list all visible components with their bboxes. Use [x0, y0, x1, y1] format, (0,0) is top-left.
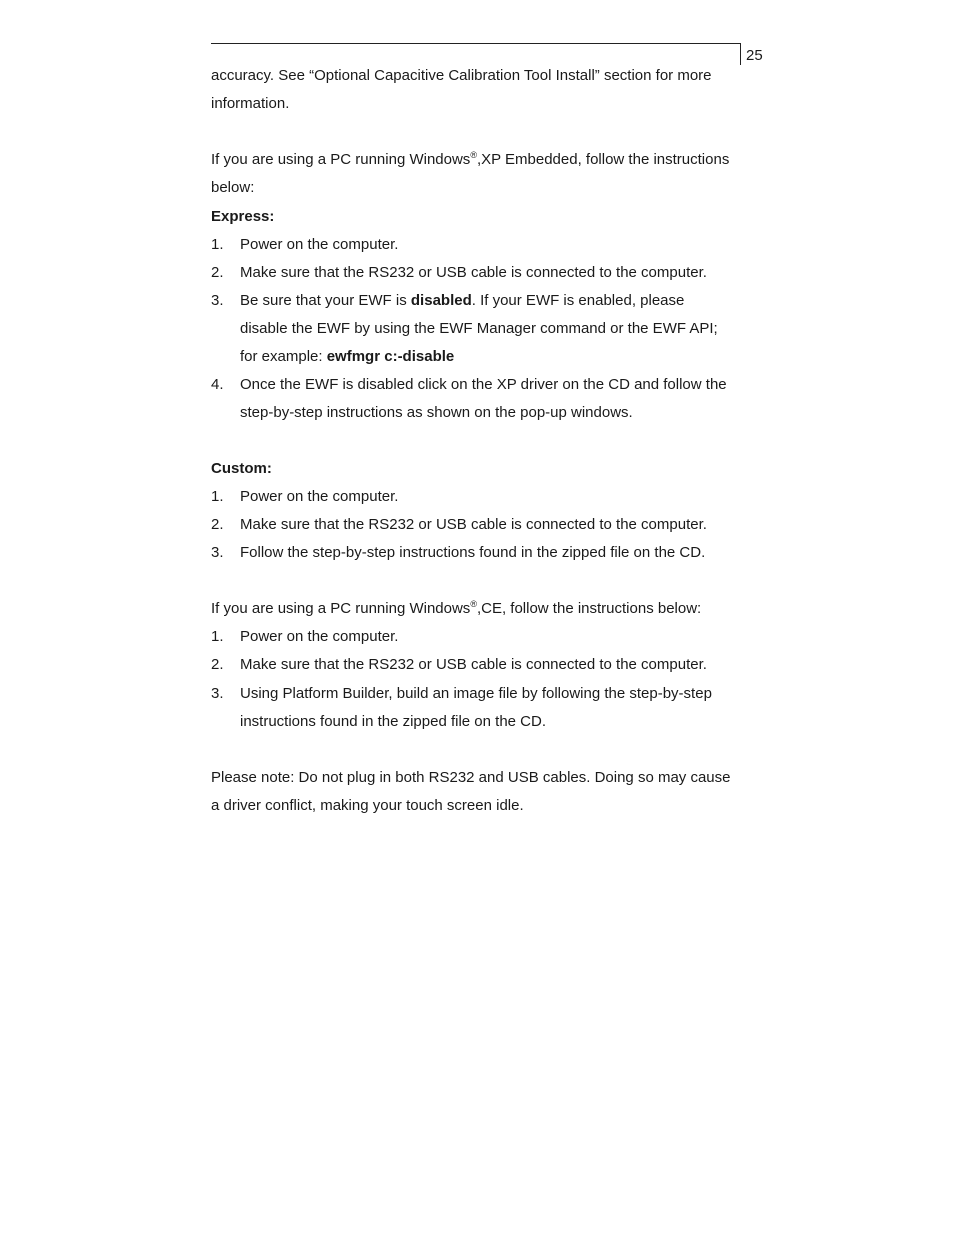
- registered-mark: ®: [470, 150, 477, 160]
- xp-intro-line-2: below:: [211, 179, 255, 196]
- command-example: ewfmgr c:-disable: [326, 348, 455, 365]
- step-number: 1.: [211, 488, 224, 505]
- step-number: 2.: [211, 264, 224, 281]
- ce-step-1: [211, 628, 751, 646]
- express-step-4: [211, 376, 751, 394]
- express-step-3-line-3: [240, 348, 454, 366]
- custom-step-3: [211, 544, 751, 562]
- step-text: Once the EWF is disabled click on the XP driver on the CD and follow the: [240, 376, 727, 393]
- xp-intro-line-1: [211, 151, 729, 169]
- ce-step-2: [211, 656, 751, 674]
- step-text: [240, 292, 684, 310]
- ce-intro-line: [211, 600, 701, 618]
- intro-line-1: accuracy. See “Optional Capacitive Calibration Tool Install” section for more: [211, 67, 712, 84]
- note-line-1: Please note: Do not plug in both RS232 and USB cables. Doing so may cause: [211, 769, 731, 786]
- xp-intro-text-rest: ,XP Embedded, follow the instructions: [476, 151, 730, 168]
- express-heading: [211, 208, 274, 226]
- step-number: 3.: [211, 292, 224, 309]
- ce-intro-text-rest: ,CE, follow the instructions below:: [476, 600, 702, 617]
- express-heading-text: Express:: [211, 208, 275, 225]
- step-number: 3.: [211, 544, 224, 561]
- express-step-1: [211, 236, 751, 254]
- page-number: 25: [746, 47, 763, 64]
- ce-step-3: [211, 685, 751, 703]
- step-text: Power on the computer.: [240, 488, 399, 505]
- note-line-2: a driver conflict, making your touch screen idle.: [211, 797, 524, 814]
- step-text: Power on the computer.: [240, 628, 399, 645]
- custom-heading: [211, 460, 272, 478]
- step-text: Power on the computer.: [240, 236, 399, 253]
- step-text: Using Platform Builder, build an image file by following the step-by-step: [240, 685, 712, 702]
- express-step-3-line-2: disable the EWF by using the EWF Manager command or the EWF API;: [240, 320, 718, 337]
- step-text-part: Be sure that your EWF is: [240, 292, 411, 309]
- express-step-2: [211, 264, 751, 282]
- step-number: 3.: [211, 685, 224, 702]
- ce-step-3-line-2: instructions found in the zipped file on the CD.: [240, 713, 547, 730]
- step-text-part: . If your EWF is enabled, please: [471, 292, 685, 309]
- custom-heading-text: Custom:: [211, 460, 272, 477]
- step-number: 4.: [211, 376, 224, 393]
- step-text: Follow the step-by-step instructions found in the zipped file on the CD.: [240, 544, 706, 561]
- header-rule: [211, 43, 741, 44]
- intro-line-2: information.: [211, 95, 290, 112]
- step-number: 2.: [211, 516, 224, 533]
- xp-intro-text: If you are using a PC running Windows: [211, 151, 471, 168]
- registered-mark: ®: [470, 599, 477, 609]
- step-number: 2.: [211, 656, 224, 673]
- header-divider: [740, 43, 741, 65]
- disabled-keyword: disabled: [410, 292, 472, 309]
- step-text: Make sure that the RS232 or USB cable is connected to the computer.: [240, 516, 707, 533]
- step-number: 1.: [211, 236, 224, 253]
- custom-step-1: [211, 488, 751, 506]
- step-text: Make sure that the RS232 or USB cable is connected to the computer.: [240, 656, 707, 673]
- step-number: 1.: [211, 628, 224, 645]
- custom-step-2: [211, 516, 751, 534]
- express-step-4-line-2: step-by-step instructions as shown on the pop-up windows.: [240, 404, 633, 421]
- ce-intro-text: If you are using a PC running Windows: [211, 600, 471, 617]
- express-step-3: [211, 292, 751, 310]
- step-text-part: for example:: [240, 348, 327, 365]
- step-text: Make sure that the RS232 or USB cable is connected to the computer.: [240, 264, 707, 281]
